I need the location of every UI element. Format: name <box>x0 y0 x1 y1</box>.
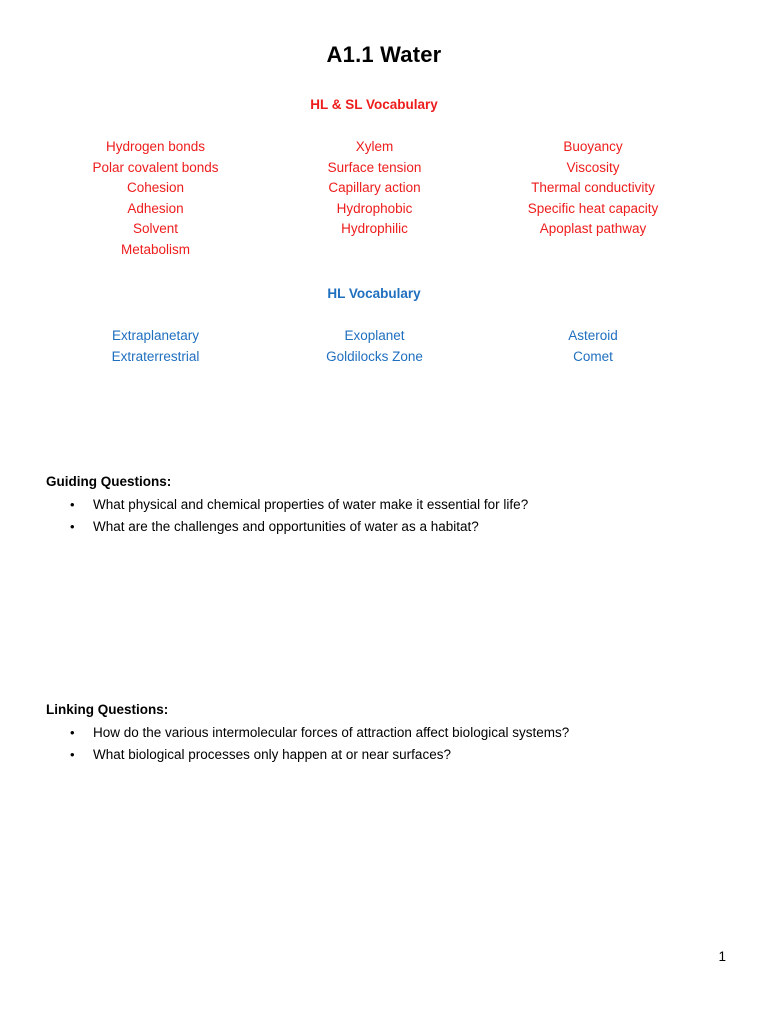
vocab-term: Goldilocks Zone <box>326 348 423 364</box>
vocab-term: Extraplanetary <box>111 328 200 343</box>
list-item <box>46 494 726 516</box>
guiding-questions-list <box>46 494 726 537</box>
hl-sl-vocab-column-3 <box>484 137 702 261</box>
hl-vocabulary-heading: HL Vocabulary <box>327 286 421 301</box>
vocab-term: Metabolism <box>120 241 191 257</box>
hl-sl-vocab-column-1 <box>46 137 265 261</box>
vocab-term: Extraterrestrial <box>111 348 200 364</box>
page-title: A1.1 Water <box>326 42 442 67</box>
vocab-term: Thermal conductivity <box>531 180 655 196</box>
bullet-icon: • <box>70 497 75 512</box>
question-text: What physical and chemical properties of water make it essential for life? <box>93 497 529 512</box>
guiding-questions-section <box>46 472 726 537</box>
hl-sl-vocab-column-2 <box>265 137 484 261</box>
vocab-term: Polar covalent bonds <box>92 159 219 175</box>
hl-vocab-column-3 <box>484 326 702 367</box>
bullet-icon: • <box>70 725 75 740</box>
vocab-term: Hydrophilic <box>341 221 408 237</box>
vocab-term: Buoyancy <box>563 139 623 154</box>
hl-sl-vocabulary-heading: HL & SL Vocabulary <box>310 97 438 112</box>
vocab-term: Capillary action <box>328 180 421 196</box>
linking-questions-heading: Linking Questions: <box>46 702 169 717</box>
page-number: 1 <box>718 949 726 964</box>
vocab-term: Viscosity <box>566 159 620 175</box>
vocab-term: Hydrophobic <box>336 200 413 216</box>
question-text: What biological processes only happen at or near surfaces? <box>93 746 451 762</box>
question-text: How do the various intermolecular forces of attraction affect biological systems? <box>93 725 570 740</box>
vocab-term: Xylem <box>355 139 394 154</box>
vocab-term: Exoplanet <box>344 328 405 343</box>
vocab-term: Cohesion <box>126 180 185 196</box>
vocab-term: Surface tension <box>327 159 422 175</box>
vocab-term: Comet <box>573 348 613 364</box>
list-item <box>46 516 726 538</box>
linking-questions-list <box>46 722 726 765</box>
hl-vocab-column-2 <box>265 326 484 367</box>
vocab-term: Apoplast pathway <box>539 221 647 237</box>
vocab-term: Hydrogen bonds <box>105 139 206 154</box>
vocab-term: Asteroid <box>568 328 618 343</box>
linking-questions-section <box>46 700 726 765</box>
hl-vocabulary-grid <box>46 326 702 367</box>
bullet-icon: • <box>70 518 75 534</box>
vocab-term: Solvent <box>132 221 179 237</box>
list-item <box>46 744 726 766</box>
question-text: What are the challenges and opportunities of water as a habitat? <box>93 518 479 534</box>
vocab-term: Adhesion <box>127 200 184 216</box>
guiding-questions-heading: Guiding Questions: <box>46 474 172 489</box>
vocab-term: Specific heat capacity <box>527 200 659 216</box>
hl-vocab-column-1 <box>46 326 265 367</box>
bullet-icon: • <box>70 746 75 762</box>
list-item <box>46 722 726 744</box>
hl-sl-vocabulary-grid <box>46 137 702 261</box>
